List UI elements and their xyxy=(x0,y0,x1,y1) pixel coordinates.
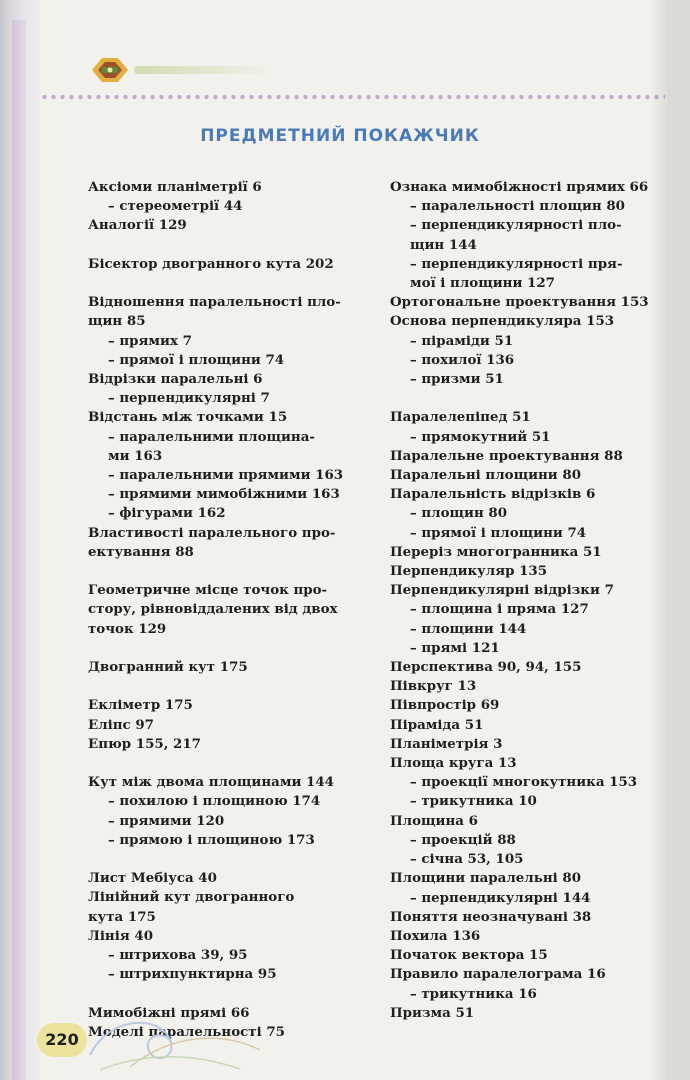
index-entry: Ознака мимобіжності прямих 66 xyxy=(390,179,649,195)
index-entry: Площина 6 xyxy=(390,812,478,829)
index-subentry: – проекції многокутника 153 xyxy=(410,774,638,791)
index-entry: Призма 51 xyxy=(390,1004,475,1021)
index-entry: Моделі паралельності 75 xyxy=(88,1023,285,1040)
decorative-band xyxy=(12,20,26,1080)
index-entry: Перпендикуляр 135 xyxy=(390,563,548,580)
index-entry: Піраміда 51 xyxy=(390,716,484,733)
index-entry: Лінія 40 xyxy=(88,927,154,944)
index-subentry: – перпендикулярні 7 xyxy=(108,390,270,407)
index-subentry: – прямими мимобіжними 163 xyxy=(108,486,340,503)
index-subentry: – похилої 136 xyxy=(410,351,515,368)
index-entry: Екліметр 175 xyxy=(88,697,193,714)
index-entry: точок 129 xyxy=(88,620,167,637)
index-subentry: – перпендикулярності пло- xyxy=(410,217,622,234)
index-subentry: – прямої і площини 74 xyxy=(410,524,587,541)
index-entry: Властивості паралельного про- xyxy=(88,524,336,541)
index-entry: ектування 88 xyxy=(88,543,194,560)
index-subentry: щин 144 xyxy=(410,236,477,253)
index-entry: Аналогії 129 xyxy=(88,217,187,234)
index-subentry: – проекцій 88 xyxy=(410,831,516,848)
index-entry: Початок вектора 15 xyxy=(390,947,548,964)
index-entry: Двогранний кут 175 xyxy=(88,659,248,676)
index-entry: кута 175 xyxy=(88,908,156,925)
index-subentry: – січна 53, 105 xyxy=(410,851,524,868)
index-entry: стору, рівновіддалених від двох xyxy=(88,601,338,618)
index-subentry: – трикутника 16 xyxy=(410,985,537,1002)
index-subentry: – перпендикулярні 144 xyxy=(410,889,591,906)
index-entry: Лист Мебіуса 40 xyxy=(88,870,217,887)
index-entry: Кут між двома площинами 144 xyxy=(88,774,334,791)
index-entry: Аксіоми планіметрії 6 xyxy=(88,179,262,195)
index-subentry: – прямі 121 xyxy=(410,639,500,656)
index-subentry: – прямих 7 xyxy=(108,332,192,349)
index-subentry: – перпендикулярності пря- xyxy=(410,255,623,272)
index-entry: Відрізки паралельні 6 xyxy=(88,371,263,387)
index-entry: Епюр 155, 217 xyxy=(88,735,201,752)
index-entry: Паралельність відрізків 6 xyxy=(390,486,596,503)
index-entry: Паралельні площини 80 xyxy=(390,467,582,484)
index-entry: Перспектива 90, 94, 155 xyxy=(390,659,582,676)
index-entry: Мимобіжні прямі 66 xyxy=(88,1004,250,1021)
index-column-right xyxy=(390,178,652,1023)
index-column-left xyxy=(88,178,350,1042)
page-title: ПРЕДМЕТНИЙ ПОКАЖЧИК xyxy=(200,126,480,146)
index-subentry: ми 163 xyxy=(108,447,163,464)
index-subentry: – штрихова 39, 95 xyxy=(108,947,248,964)
index-entry: Відстань між точками 15 xyxy=(88,409,288,426)
page-edge-shadow xyxy=(650,0,670,1080)
index-entry: Переріз многогранника 51 xyxy=(390,543,602,560)
index-subentry: – призми 51 xyxy=(410,371,504,388)
index-subentry: – площини 144 xyxy=(410,620,527,637)
index-entry: Перпендикулярні відрізки 7 xyxy=(390,582,614,599)
index-gap xyxy=(88,850,350,869)
index-subentry: – паралельності площин 80 xyxy=(410,198,625,215)
index-entry: Паралельне проектування 88 xyxy=(390,447,623,464)
index-subentry: – прямою і площиною 173 xyxy=(108,831,315,848)
index-entry: Геометричне місце точок про- xyxy=(88,582,328,599)
index-entry: Лінійний кут двогранного xyxy=(88,889,295,906)
index-subentry: – стереометрії 44 xyxy=(108,198,243,215)
index-entry: Півкруг 13 xyxy=(390,678,477,695)
index-subentry: – паралельними прямими 163 xyxy=(108,467,344,484)
index-subentry: мої і площини 127 xyxy=(410,275,556,292)
index-entry: Площа круга 13 xyxy=(390,755,517,772)
index-gap xyxy=(88,274,350,293)
index-gap xyxy=(88,236,350,255)
index-gap xyxy=(88,639,350,658)
index-subentry: – похилою і площиною 174 xyxy=(108,793,321,810)
index-entry: Бісектор двогранного кута 202 xyxy=(88,255,334,272)
index-entry: Площини паралельні 80 xyxy=(390,870,582,887)
index-subentry: – штрихпунктирна 95 xyxy=(108,966,277,983)
dotted-divider xyxy=(40,93,665,101)
index-subentry: – площина і пряма 127 xyxy=(410,601,589,618)
index-entry: Основа перпендикуляра 153 xyxy=(390,313,615,330)
index-subentry: – прямими 120 xyxy=(108,812,225,829)
index-subentry: – площин 80 xyxy=(410,505,508,522)
index-gap xyxy=(390,389,652,408)
index-entry: Правило паралелограма 16 xyxy=(390,966,606,983)
page-number-badge: 220 xyxy=(37,1023,87,1057)
index-entry: Поняття неозначувані 38 xyxy=(390,908,592,925)
index-subentry: – піраміди 51 xyxy=(410,332,514,349)
index-subentry: – трикутника 10 xyxy=(410,793,537,810)
index-entry: Еліпс 97 xyxy=(88,716,154,733)
index-entry: Ортогональне проектування 153 xyxy=(390,294,649,311)
index-subentry: – фігурами 162 xyxy=(108,505,226,522)
index-subentry: – прямокутний 51 xyxy=(410,428,551,445)
index-entry: Відношення паралельності пло- xyxy=(88,294,341,311)
index-subentry: – паралельними площина- xyxy=(108,428,315,445)
index-gap xyxy=(88,562,350,581)
swirl-decoration-icon xyxy=(70,995,270,1075)
index-entry: Похила 136 xyxy=(390,927,481,944)
index-gap xyxy=(88,677,350,696)
index-gap xyxy=(88,754,350,773)
ornament-tail xyxy=(134,66,274,74)
ornament-icon xyxy=(88,54,132,86)
index-entry: Паралелепіпед 51 xyxy=(390,409,531,426)
index-entry: Планіметрія 3 xyxy=(390,735,503,752)
index-subentry: – прямої і площини 74 xyxy=(108,351,285,368)
index-entry: Півпростір 69 xyxy=(390,697,500,714)
index-entry: щин 85 xyxy=(88,313,146,330)
